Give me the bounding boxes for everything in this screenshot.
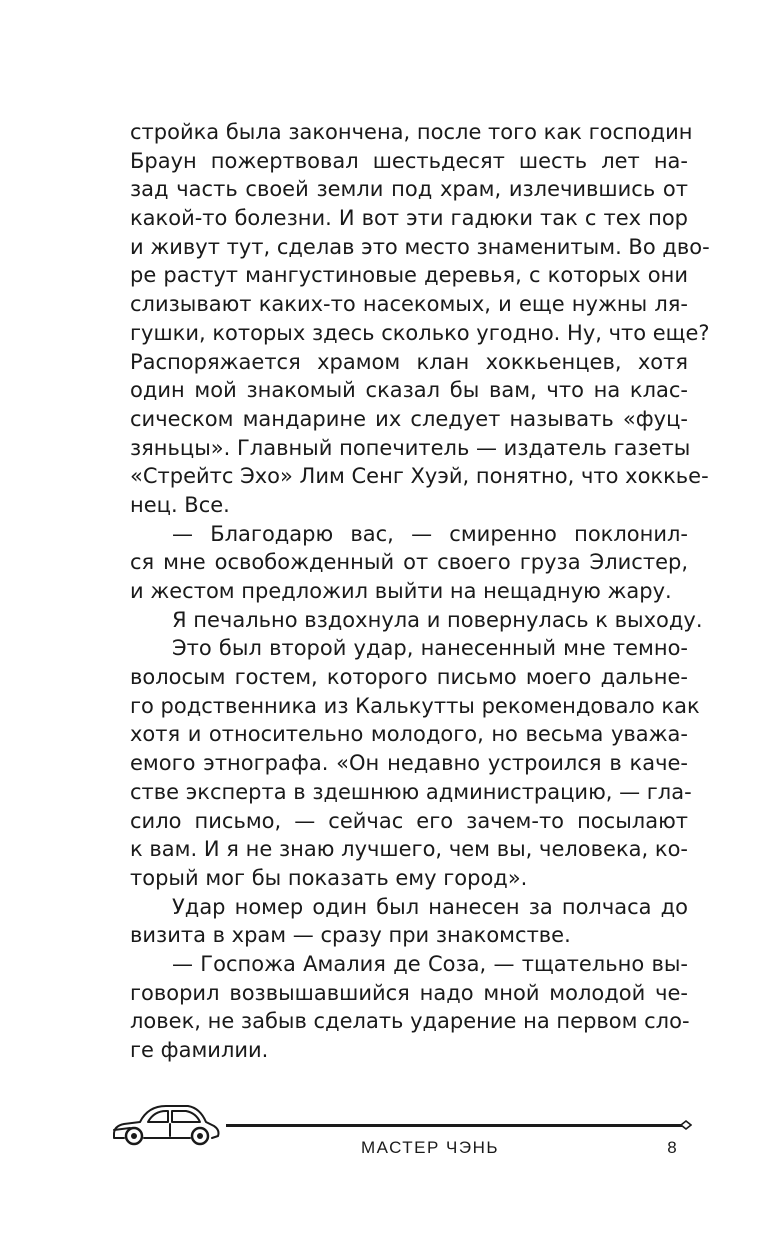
- text-line: зад часть своей земли под храм, излечившись от: [130, 177, 688, 202]
- running-title: МАСТЕР ЧЭНЬ: [360, 1138, 500, 1157]
- footer-rule: [226, 1124, 686, 1127]
- text-line: Я печально вздохнула и повернулась к выходу.: [172, 607, 703, 632]
- text-line: слизывают каких-то насекомых, и еще нужны ля-: [130, 292, 688, 317]
- diamond-ornament-icon: [680, 1119, 692, 1131]
- text-line: и живут тут, сделав это место знаменитым. Во дво-: [130, 234, 710, 259]
- text-line: какой-то болезни. И вот эти гадюки так с тех пор: [130, 206, 688, 231]
- text-line: говорил возвышавшийся надо мной молодой че-: [130, 980, 688, 1005]
- text-line: Распоряжается храмом клан хоккьенцев, хотя: [130, 349, 688, 374]
- text-line: нец. Все.: [130, 492, 230, 517]
- text-line: Это был второй удар, нанесенный мне темно-: [172, 636, 688, 661]
- text-line: емого этнографа. «Он недавно устроился в каче-: [130, 751, 688, 776]
- book-text: [130, 118, 710, 1065]
- text-line: ся мне освобожденный от своего груза Элистер,: [130, 550, 688, 575]
- text-line: и жестом предложил выйти на нещадную жару.: [130, 579, 672, 603]
- text-line: волосым гостем, которого письмо моего дальне-: [130, 665, 688, 690]
- text-line: визита в храм — сразу при знакомстве.: [130, 923, 571, 948]
- text-line: Браун пожертвовал шестьдесят шесть лет на-: [130, 148, 688, 173]
- text-line: сическом мандарине их следует называть «фуц-: [130, 406, 688, 431]
- text-line: торый мог бы показать ему город».: [130, 865, 528, 890]
- text-line: к вам. И я не знаю лучшего, чем вы, человека, ко-: [130, 837, 688, 862]
- text-line: стройка была закончена, после того как господин: [130, 120, 693, 144]
- text-line: стве эксперта в здешнюю администрацию, — гла-: [130, 779, 692, 804]
- text-line: — Госпожа Амалия де Соза, — тщательно вы-: [172, 951, 688, 976]
- text-line: — Благодарю вас, — смиренно поклонил-: [172, 521, 688, 546]
- text-line: зяньцы». Главный попечитель — издатель газеты: [130, 435, 691, 460]
- text-line: го родственника из Калькутты рекомендовало как: [130, 693, 700, 718]
- text-line: «Стрейтс Эхо» Лим Сенг Хуэй, понятно, что хоккье-: [130, 464, 709, 489]
- text-line: ге фамилии.: [130, 1038, 269, 1062]
- text-line: хотя и относительно молодого, но весьма уважа-: [130, 722, 688, 747]
- text-line: гушки, которых здесь сколько угодно. Ну, что еще?: [130, 320, 710, 345]
- text-line: один мой знакомый сказал бы вам, что на клас-: [130, 378, 688, 403]
- vintage-car-icon: [110, 1098, 222, 1146]
- text-line: Удар номер один был нанесен за полчаса до: [172, 894, 688, 919]
- text-line: ре растут мангустиновые деревья, с которых они: [130, 263, 688, 288]
- text-line: ловек, не забыв сделать ударение на первом сло-: [130, 1009, 690, 1034]
- page-number: 8: [667, 1138, 677, 1157]
- text-line: сило письмо, — сейчас его зачем-то посылают: [130, 808, 688, 833]
